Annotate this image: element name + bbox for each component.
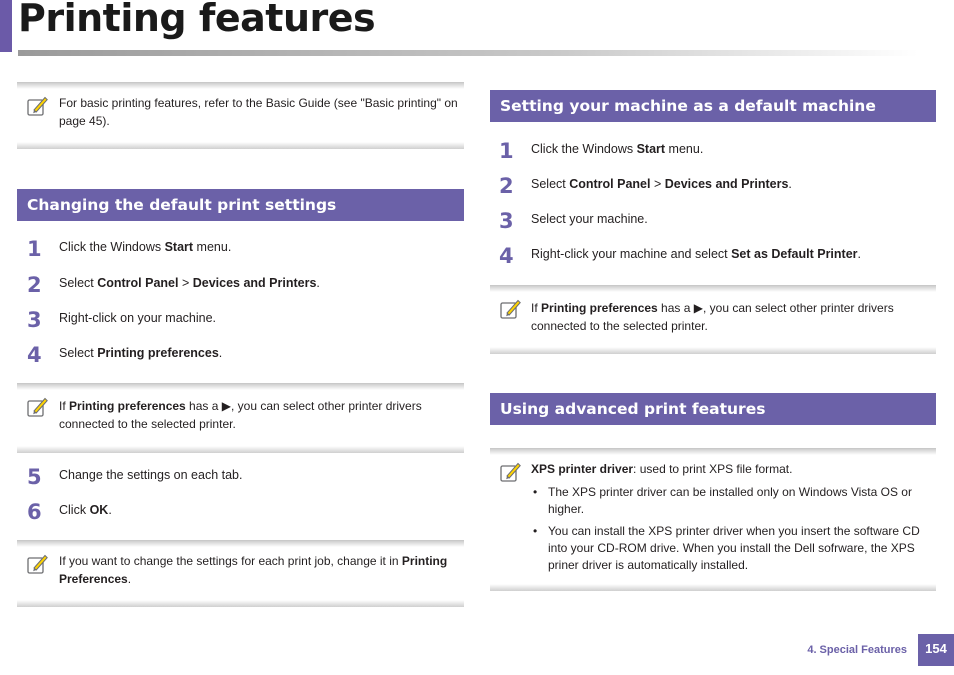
section-header-default-machine: Setting your machine as a default machine bbox=[490, 90, 936, 122]
step-number: 1 bbox=[27, 237, 42, 261]
page-title: Printing features bbox=[18, 0, 376, 40]
section-header-default-settings: Changing the default print settings bbox=[17, 189, 464, 221]
note-pencil-icon bbox=[26, 396, 48, 418]
step-number: 3 bbox=[27, 308, 42, 332]
step-number: 2 bbox=[499, 174, 514, 198]
footer-chapter: 4. Special Features bbox=[807, 644, 907, 656]
note-pencil-icon bbox=[499, 461, 521, 483]
step-number: 2 bbox=[27, 273, 42, 297]
note-xps-driver bbox=[490, 448, 936, 591]
note-print-job bbox=[17, 540, 464, 607]
step-number: 4 bbox=[27, 343, 42, 367]
section-header-advanced-features: Using advanced print features bbox=[490, 393, 936, 425]
note-text: If Printing preferences has a ▶, you can select other printer drivers connected to the selected printer. bbox=[531, 301, 894, 333]
xps-bullet-list bbox=[532, 484, 928, 579]
note-pencil-icon bbox=[26, 553, 48, 575]
step-number: 3 bbox=[499, 209, 514, 233]
step-number: 4 bbox=[499, 244, 514, 268]
step-text: Right-click on your machine. bbox=[59, 311, 217, 325]
step-text: Click the Windows Start menu. bbox=[59, 240, 232, 254]
step-number: 5 bbox=[27, 465, 42, 489]
step-text: Select Control Panel > Devices and Printers. bbox=[59, 276, 320, 290]
step-text: Select your machine. bbox=[531, 212, 648, 226]
note-pencil-icon bbox=[499, 298, 521, 320]
note-text: If Printing preferences has a ▶, you can select other printer drivers connected to the selected printer. bbox=[59, 399, 422, 431]
note-pencil-icon bbox=[26, 95, 48, 117]
note-printing-preferences bbox=[17, 383, 464, 453]
step-text: Right-click your machine and select Set as Default Printer. bbox=[531, 247, 862, 261]
title-accent-bar bbox=[0, 0, 12, 52]
step-text: Click OK. bbox=[59, 503, 112, 517]
step-number: 6 bbox=[27, 500, 42, 524]
step-number: 1 bbox=[499, 139, 514, 163]
intro-note bbox=[17, 82, 464, 149]
step-text: Select Control Panel > Devices and Printers. bbox=[531, 177, 792, 191]
list-item: • You can install the XPS printer driver when you insert the software CD into your CD-ROM drive. When you install the Dell sofrware, the XPS priner driver is automatically installed. bbox=[532, 523, 928, 574]
list-item: • The XPS printer driver can be installed only on Windows Vista OS or higher. bbox=[532, 484, 928, 518]
intro-note-text: For basic printing features, refer to the Basic Guide (see "Basic printing" on page 45). bbox=[59, 96, 458, 128]
step-text: Click the Windows Start menu. bbox=[531, 142, 704, 156]
note-printing-preferences-machine bbox=[490, 285, 936, 354]
page-number: 154 bbox=[918, 634, 954, 666]
note-text: XPS printer driver: used to print XPS file format. bbox=[531, 462, 793, 476]
step-text: Change the settings on each tab. bbox=[59, 468, 243, 482]
note-text: If you want to change the settings for each print job, change it in Printing Preferences. bbox=[59, 554, 448, 586]
title-divider bbox=[18, 50, 918, 56]
step-text: Select Printing preferences. bbox=[59, 346, 223, 360]
